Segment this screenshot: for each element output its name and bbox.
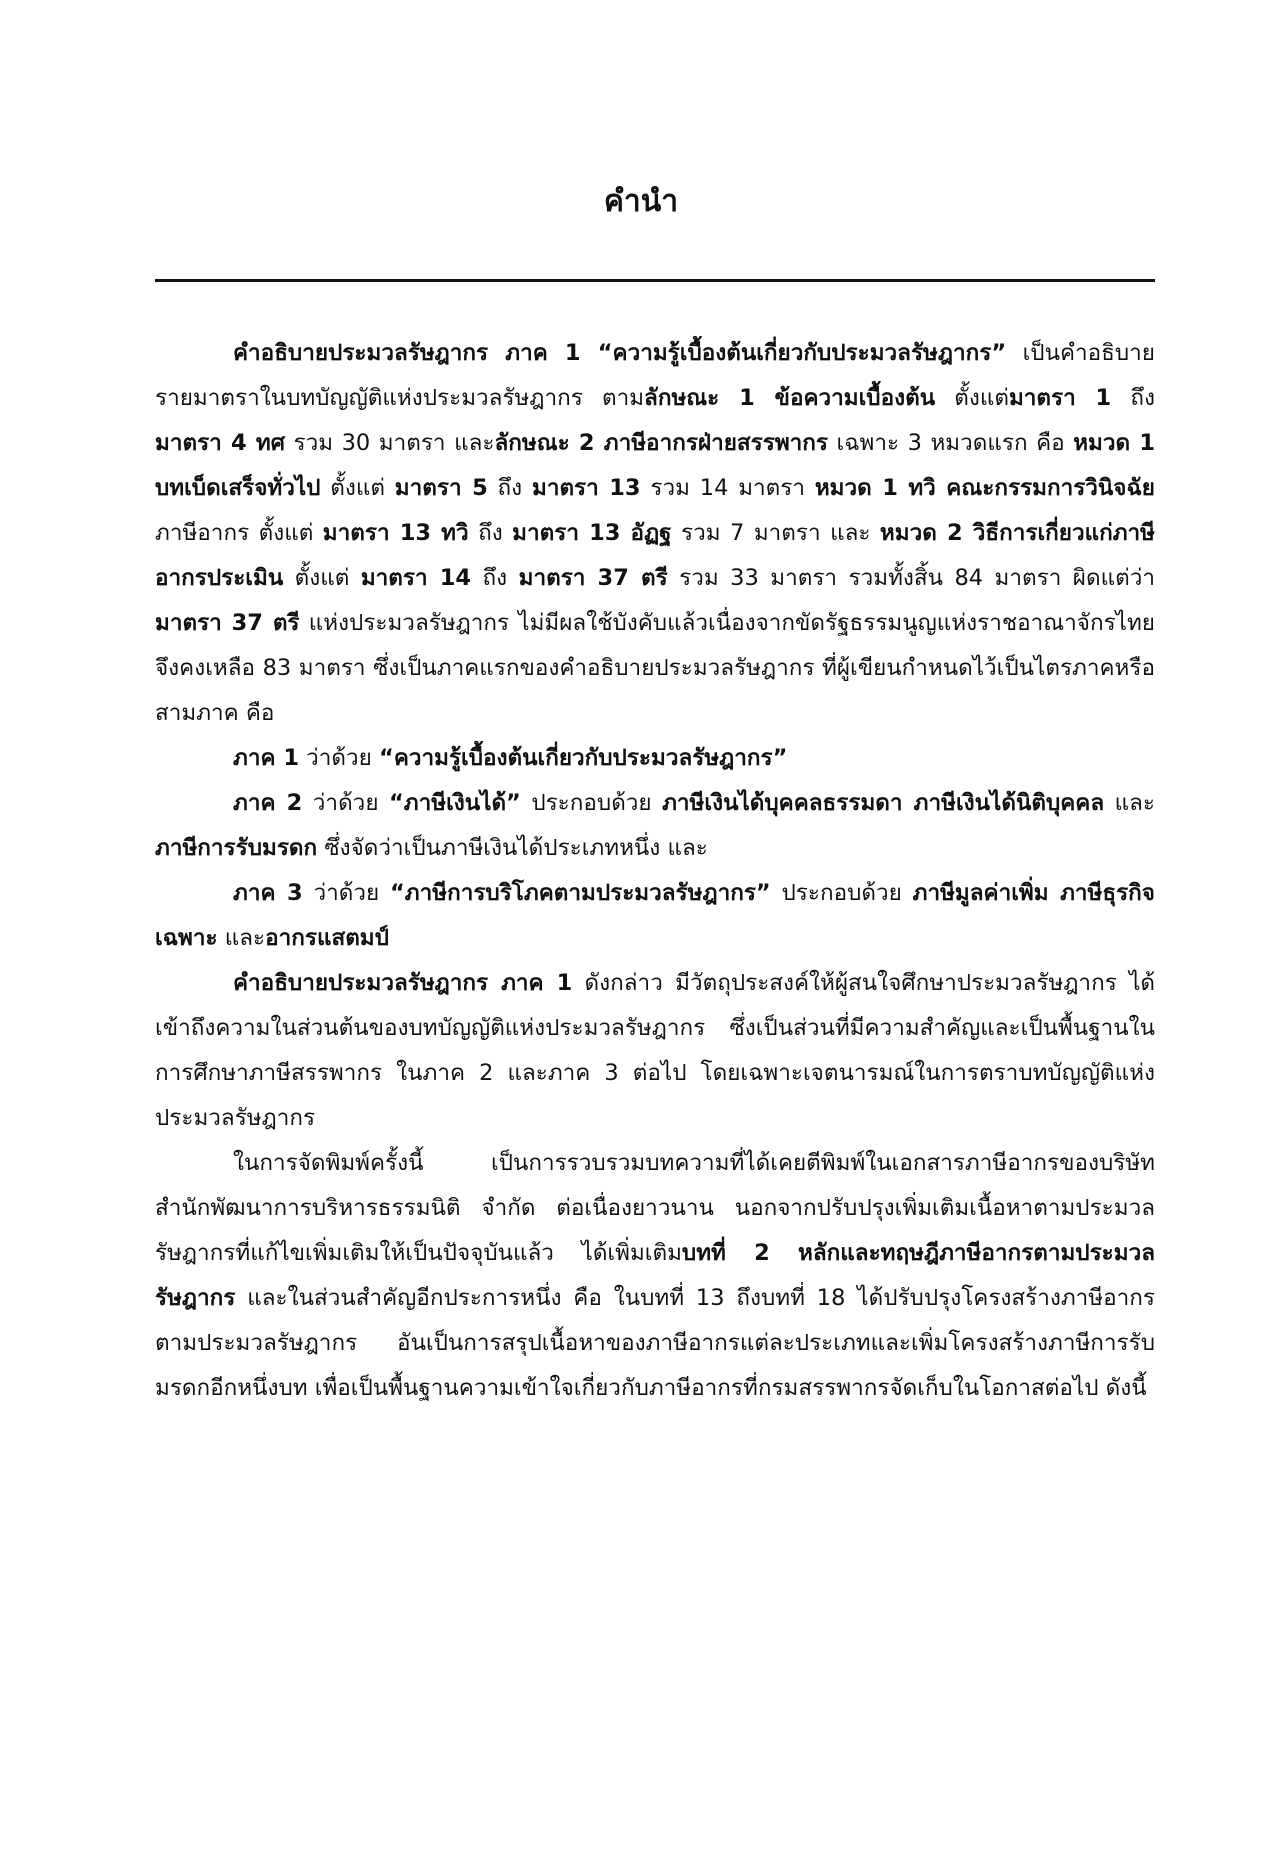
text-run: เป็นคำอธิบายรายมาตราในบทบัญญัติแห่งประมวลรัษฎากร ตาม [155, 340, 1155, 411]
bold-text-run: “ภาษีการบริโภคตามประมวลรัษฎากร” [390, 880, 771, 906]
text-run: ซึ่งจัดว่าเป็นภาษีเงินได้ประเภทหนึ่ง และ [317, 835, 708, 861]
bold-text-run: มาตรา 4 ทศ [155, 430, 285, 456]
bold-text-run: คำอธิบายประมวลรัษฎากร ภาค 1 [233, 970, 573, 996]
text-run: รวม 7 มาตรา และ [671, 520, 880, 546]
paragraph [155, 736, 1155, 781]
text-run: ถึง [487, 475, 532, 501]
bold-text-run: มาตรา 13 [531, 475, 641, 501]
bold-text-run: คำอธิบายประมวลรัษฎากร ภาค 1 “ความรู้เบื้องต้นเกี่ยวกับประมวลรัษฎากร” [233, 340, 1007, 366]
text-run: ประกอบด้วย [770, 880, 913, 906]
title-divider [155, 279, 1155, 282]
text-run: ภาษีอากร ตั้งแต่ [155, 520, 323, 546]
text-run: ประกอบด้วย [520, 790, 663, 816]
text-run: รวม 33 มาตรา รวมทั้งสิ้น 84 มาตรา ผิดแต่ว่า [667, 565, 1155, 591]
text-run: แห่งประมวลรัษฎากร ไม่มีผลใช้บังคับแล้วเนื่องจากขัดรัฐธรรมนูญแห่งราชอาณาจักรไทย จึงคงเหลือ 83 มาตรา ซึ่งเป็นภาคแรกของคำอธิบายประมวลรัษฎากร ที่ผู้เขียนกำหนดไว้เป็นไตรภาคหรือสามภาค คือ [155, 610, 1155, 726]
text-run: ในการจัดพิมพ์ครั้งนี้ เป็นการรวบรวมบทความที่ได้เคยตีพิมพ์ในเอกสารภาษีอากรของบริษัท สำนักพัฒนาการบริหารธรรมนิติ จำกัด ต่อเนื่องยาวนาน นอกจากปรับปรุงเพิ่มเติมเนื้อหาตามประมวลรัษฎากรที่แก้ไขเพิ่มเติมให้เป็นปัจจุบันแล้ว ได้เพิ่มเติม [155, 1150, 1155, 1266]
bold-text-run: ภาค 3 [233, 880, 303, 906]
text-run: ตั้งแต่ [283, 565, 361, 591]
bold-text-run: มาตรา 1 [1008, 385, 1112, 411]
bold-text-run: มาตรา 13 ทวิ [322, 520, 469, 546]
bold-text-run: บทที่ 2 หลักและทฤษฎีภาษีอากรตามประมวลรัษฎากร [155, 1240, 1155, 1311]
text-run: และในส่วนสำคัญอีกประการหนึ่ง คือ ในบทที่ 13 ถึงบทที่ 18 ได้ปรับปรุงโครงสร้างภาษีอากรตามประมวลรัษฎากร อันเป็นการสรุปเนื้อหาของภาษีอากรแต่ละประเภทและเพิ่มโครงสร้างภาษีการรับมรดกอีกหนึ่งบท เพื่อเป็นพื้นฐานความเข้าใจเกี่ยวกับภาษีอากรที่กรมสรรพากรจัดเก็บในโอกาสต่อไป ดังนี้ [155, 1285, 1155, 1401]
text-run: รวม 14 มาตรา [640, 475, 815, 501]
bold-text-run: “ความรู้เบื้องต้นเกี่ยวกับประมวลรัษฎากร” [379, 745, 788, 771]
bold-text-run: หมวด 1 ทวิ คณะกรรมการวินิจฉัย [814, 475, 1155, 501]
text-run: ดังกล่าว มีวัตถุประสงค์ให้ผู้สนใจศึกษาประมวลรัษฎากร ได้เข้าถึงความในส่วนต้นของบทบัญญัติแห่งประมวลรัษฎากร ซึ่งเป็นส่วนที่มีความสำคัญและเป็นพื้นฐานในการศึกษาภาษีสรรพากร ในภาค 2 และภาค 3 ต่อไป โดยเฉพาะเจตนารมณ์ในการตราบทบัญญัติแห่งประมวลรัษฎากร [155, 970, 1156, 1131]
bold-text-run: อากรแสตมป์ [265, 925, 389, 951]
bold-text-run: มาตรา 13 อัฏฐ [512, 520, 672, 546]
paragraph [155, 871, 1155, 961]
bold-text-run: ลักษณะ 2 ภาษีอากรฝ่ายสรรพากร [494, 430, 828, 456]
bold-text-run: มาตรา 14 [360, 565, 472, 591]
text-run: และ [1104, 790, 1155, 816]
bold-text-run: ลักษณะ 1 ข้อความเบื้องต้น [644, 385, 936, 411]
text-run: ตั้งแต่ [935, 385, 1009, 411]
bold-text-run: หมวด 2 วิธีการเกี่ยวแก่ภาษีอากรประเมิน [155, 520, 1156, 591]
bold-text-run: มาตรา 5 [394, 475, 488, 501]
text-run: ถึง [471, 565, 519, 591]
paragraph [155, 1141, 1155, 1411]
bold-text-run: มาตรา 37 ตรี [518, 565, 668, 591]
bold-text-run: หมวด 1 บทเบ็ดเสร็จทั่วไป [155, 430, 1155, 501]
text-run: ว่าด้วย [302, 880, 390, 906]
text-run: รวม 30 มาตรา และ [285, 430, 495, 456]
paragraph [155, 331, 1155, 736]
bold-text-run: ภาษีเงินได้บุคคลธรรมดา ภาษีเงินได้นิติบุคคล [662, 790, 1105, 816]
text-run: ว่าด้วย [302, 790, 389, 816]
text-run: ตั้งแต่ [320, 475, 395, 501]
bold-text-run: ภาษีการรับมรดก [155, 835, 318, 861]
text-run: ถึง [1111, 385, 1155, 411]
bold-text-run: “ภาษีเงินได้” [388, 790, 521, 816]
paragraph [155, 961, 1155, 1141]
text-run: เฉพาะ 3 หมวดแรก คือ [828, 430, 1074, 456]
bold-text-run: มาตรา 37 ตรี [155, 610, 300, 636]
document-body [155, 331, 1155, 1411]
bold-text-run: ภาค 2 [233, 790, 303, 816]
bold-text-run: ภาค 1 [233, 745, 300, 771]
text-run: ถึง [468, 520, 513, 546]
bold-text-run: ภาษีมูลค่าเพิ่ม ภาษีธุรกิจเฉพาะ [155, 880, 1155, 951]
paragraph [155, 781, 1155, 871]
page-title: คำนำ [603, 184, 679, 219]
text-run: และ [217, 925, 266, 951]
text-run: ว่าด้วย [299, 745, 380, 771]
